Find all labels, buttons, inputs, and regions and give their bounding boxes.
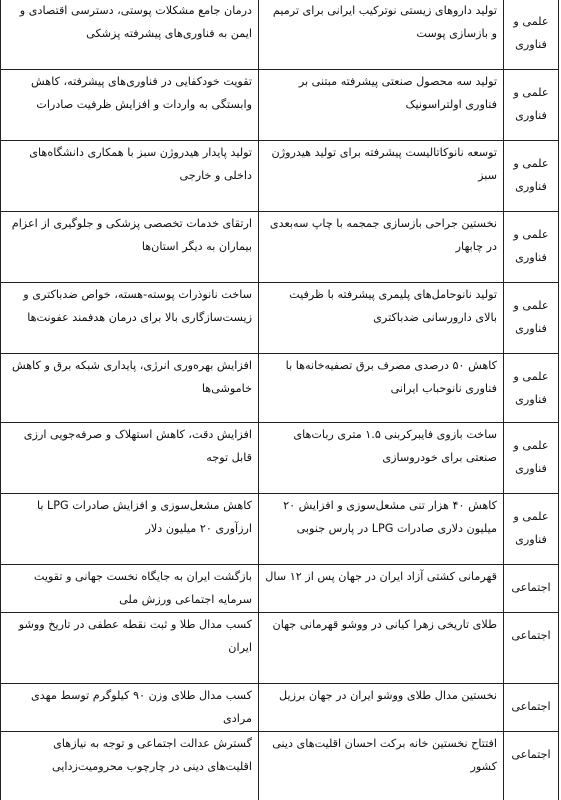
achievement-cell: [259, 283, 504, 354]
achievement-cell: [259, 423, 504, 494]
category-text: علمی و فناوری: [513, 15, 549, 51]
table-row: [1, 141, 559, 212]
result-cell: [1, 70, 259, 141]
category-cell: [504, 684, 559, 732]
achievement-text: ساخت بازوی فایبرکربنی ۱.۵ متری ربات‌های صنعتی برای خودروسازی: [293, 428, 497, 464]
achievement-text: قهرمانی کشتی آزاد ایران در جهان پس از ۱۲ سال: [265, 570, 497, 583]
result-text: کسب مدال طلا و ثبت نقطه عطفی در تاریخ ووشو ایران: [18, 618, 252, 654]
category-cell: [504, 354, 559, 423]
result-text: درمان جامع مشکلات پوستی، دسترسی اقتصادی و ایمن به فناوری‌های پیشرفته پزشکی: [19, 4, 252, 40]
table-row: [1, 732, 559, 800]
result-cell: [1, 732, 259, 800]
achievement-cell: [259, 0, 504, 70]
category-text: علمی و فناوری: [513, 157, 549, 193]
result-text: ساخت نانوذرات پوسته-هسته، خواص ضدباکتری و زیست‌سازگاری بالا برای درمان هدفمند عفونت‌ها: [23, 288, 252, 324]
result-text: گسترش عدالت اجتماعی و توجه به نیازهای اقلیت‌های دینی در چارچوب محرومیت‌زدایی: [51, 737, 252, 773]
achievement-text: تولید داروهای زیستی نوترکیب ایرانی برای ترمیم و بازسازی پوست: [272, 4, 497, 40]
table-row: [1, 565, 559, 613]
achievement-text: توسعه نانوکاتالیست پیشرفته برای تولید هیدروژن سبز: [271, 146, 497, 182]
result-cell: [1, 283, 259, 354]
result-text: کاهش مشعل‌سوزی و افزایش صادرات LPG با ارزآوری ۲۰ میلیون دلار: [36, 499, 252, 535]
table-row: [1, 494, 559, 565]
result-text: کسب مدال طلای وزن ۹۰ کیلوگرم توسط مهدی مرادی: [31, 689, 252, 725]
achievement-text: کاهش ۴۰ هزار تنی مشعل‌سوزی و افزایش ۲۰ میلیون دلاری صادرات LPG در پارس جنوبی: [283, 499, 497, 535]
category-text: علمی و فناوری: [513, 228, 549, 264]
category-text: اجتماعی: [511, 700, 551, 713]
achievement-cell: [259, 70, 504, 141]
achievement-cell: [259, 684, 504, 732]
achievement-text: نخستین مدال طلای ووشو ایران در جهان برزیل: [279, 689, 497, 702]
category-text: علمی و فناوری: [513, 439, 549, 475]
result-cell: [1, 0, 259, 70]
result-cell: [1, 212, 259, 283]
category-text: اجتماعی: [511, 748, 551, 761]
table-row: [1, 684, 559, 732]
category-cell: [504, 70, 559, 141]
table-row: [1, 613, 559, 684]
result-text: بازگشت ایران به جایگاه نخست جهانی و تقویت سرمایه اجتماعی ورزش ملی: [33, 570, 252, 606]
result-cell: [1, 565, 259, 613]
table-row: [1, 423, 559, 494]
result-text: تولید پایدار هیدروژن سبز با همکاری دانشگاه‌های داخلی و خارجی: [29, 146, 252, 182]
category-text: علمی و فناوری: [513, 370, 549, 406]
category-cell: [504, 0, 559, 70]
category-text: علمی و فناوری: [513, 510, 549, 546]
achievement-cell: [259, 565, 504, 613]
result-cell: [1, 354, 259, 423]
result-cell: [1, 423, 259, 494]
category-text: علمی و فناوری: [513, 86, 549, 122]
achievement-cell: [259, 212, 504, 283]
table-row: [1, 212, 559, 283]
category-text: اجتماعی: [511, 581, 551, 594]
category-cell: [504, 494, 559, 565]
table-row: [1, 354, 559, 423]
result-text: افزایش دقت، کاهش استهلاک و صرفه‌جویی ارزی قابل توجه: [23, 428, 252, 464]
category-cell: [504, 613, 559, 684]
achievement-text: تولید نانوحامل‌های پلیمری پیشرفته با ظرفیت بالای دارورسانی ضدباکتری: [289, 288, 497, 324]
table-row: [1, 0, 559, 70]
result-text: تقویت خودکفایی در فناوری‌های پیشرفته، کاهش وابستگی به واردات و افزایش ظرفیت صادرات: [31, 75, 252, 111]
category-cell: [504, 423, 559, 494]
achievement-cell: [259, 141, 504, 212]
category-cell: [504, 565, 559, 613]
category-cell: [504, 283, 559, 354]
achievement-cell: [259, 613, 504, 684]
achievement-cell: [259, 354, 504, 423]
category-cell: [504, 212, 559, 283]
result-text: ارتقای خدمات تخصصی پزشکی و جلوگیری از اعزام بیماران به دیگر استان‌ها: [11, 217, 252, 253]
category-text: علمی و فناوری: [513, 299, 549, 335]
table-row: [1, 283, 559, 354]
result-cell: [1, 684, 259, 732]
table-row: [1, 70, 559, 141]
category-text: اجتماعی: [511, 629, 551, 642]
achievement-text: کاهش ۵۰ درصدی مصرف برق تصفیه‌خانه‌ها با فناوری نانوحباب ایرانی: [285, 359, 497, 395]
achievement-text: افتتاح نخستین خانه برکت احسان اقلیت‌های دینی کشور: [272, 737, 497, 773]
result-cell: [1, 141, 259, 212]
result-cell: [1, 494, 259, 565]
achievement-text: تولید سه محصول صنعتی پیشرفته مبتنی بر فناوری اولتراسونیک: [298, 75, 497, 111]
achievement-cell: [259, 494, 504, 565]
achievement-cell: [259, 732, 504, 800]
result-text: افزایش بهره‌وری انرژی، پایداری شبکه برق و کاهش خاموشی‌ها: [11, 359, 252, 395]
result-cell: [1, 613, 259, 684]
category-cell: [504, 141, 559, 212]
achievement-text: طلای تاریخی زهرا کیانی در ووشو قهرمانی جهان: [272, 618, 497, 631]
category-cell: [504, 732, 559, 800]
achievement-text: نخستین جراحی بازسازی جمجمه با چاپ سه‌بعدی در چابهار: [269, 217, 497, 253]
